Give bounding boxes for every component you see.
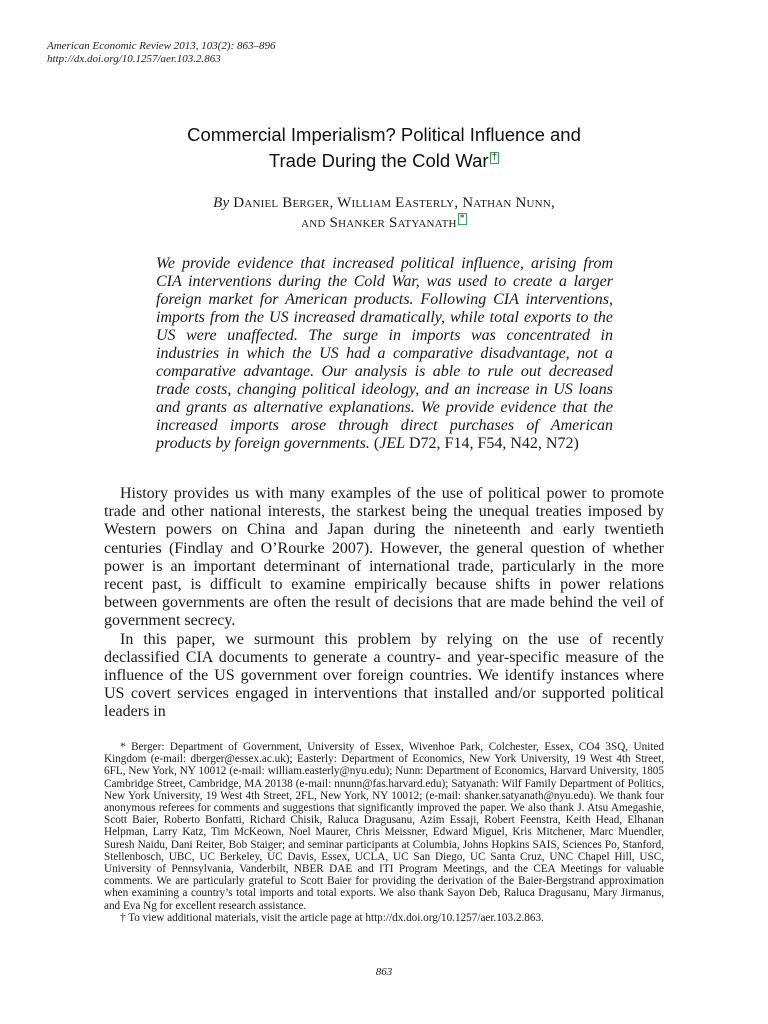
jel-open: ( — [373, 435, 380, 452]
paragraph-1: History provides us with many examples of the use of political power to promote trade and other national interests, the starkest being the unequal treaties imposed by Western powers on China and Japan during the nineteenth and early twentieth centuries (Findlay and O’Rourke 2007). However, the general question of whether power is an important determinant of international trade, particularly in the more recent past, is difficult to examine empirically because shifts in power relations between governments are often the result of decisions that are made behind the veil of government secrecy. — [104, 485, 664, 630]
title-line-1: Commercial Imperialism? Political Influence and — [187, 124, 581, 145]
page-number: 863 — [375, 966, 393, 978]
footnote-author-affiliations: * Berger: Department of Government, University of Essex, Wivenhoe Park, Colchester, Essex, CO4 3SQ, United Kingdom (e-mail: dberger@essex.ac.uk); Easterly: Department of Economics, New York University, 19 West 4th Street, 6FL, New York, NY 10012 (e-mail: william.easterly@nyu.edu); Nunn: Department of Economics, Harvard University, 1805 Cambridge Street, Cambridge, MA 20138 (e-mail: nnunn@fas.harvard.edu); Satyanath: Wilf Family Department of Politics, New York University, 19 West 4th Street, 2FL, New York, NY 10012; (e-mail: shanker.satyanath@nyu.edu). We thank four anonymous referees for comments and suggestions that significantly improved the paper. We also thank J. Atsu Amegashie, Scott Baier, Roberto Bonfatti, Richard Chisik, Raluca Dragusanu, Azim Essaji, Robert Feenstra, Keith Head, Elhanan Helpman, Larry Katz, Tim McKeown, Noel Maurer, Chris Meissner, Edward Miguel, Kris Mitchener, Marc Muendler, Suresh Naidu, Dani Reiter, Bob Staiger; and seminar participants at Columbia, Johns Hopkins SAIS, Sciences Po, Stanford, Stellenbosch, UBC, UC Berkeley, UC Davis, Essex, UCLA, UC San Diego, UC Santa Cruz, UNC Chapel Hill, USC, University of Pennsylvania, Vanderbilt, NBER DAE and ITI Program Meetings, and the CEA Meetings for valuable comments. We are particularly grateful to Scott Baier for providing the derivation of the Baier-Bergstrand approximation when examining a country’s total imports and total exports. We also thank Sayon Deb, Raluca Dragusanu, Mary Jirmanus, and Eva Ng for excellent research assistance. — [104, 741, 664, 912]
jel-code-list: D72, F14, F54, N42, N72) — [405, 435, 579, 452]
title-footnote-link[interactable]: † — [491, 151, 498, 163]
by-label: By — [213, 195, 230, 211]
journal-header — [47, 40, 276, 66]
author-footnote-link[interactable]: * — [459, 213, 465, 224]
footnote-additional-materials: † To view additional materials, visit the article page at http://dx.doi.org/10.1257/aer.103.2.863. — [120, 911, 544, 924]
footnotes — [104, 741, 664, 924]
journal-citation: American Economic Review 2013, 103(2): 863–896 — [47, 40, 276, 52]
body-text — [104, 485, 664, 722]
abstract — [156, 255, 613, 453]
paper-title — [0, 122, 768, 174]
jel-label: JEL — [379, 435, 405, 452]
doi-link[interactable]: http://dx.doi.org/10.1257/aer.103.2.863 — [47, 53, 221, 65]
authors-names-2: and Shanker Satyanath — [301, 215, 457, 231]
abstract-text: We provide evidence that increased political influence, arising from CIA interventions during the Cold War, was used to create a larger foreign market for American products. Following CIA interventions, imports from the US increased dramatically, while total exports to the US were unaffected. The surge in imports was concentrated in industries in which the US had a comparative disadvantage, not a comparative advantage. Our analysis is able to rule out decreased trade costs, changing political ideology, and an increase in US loans and grants as alternative explanations. We provide evidence that the increased imports arose through direct purchases of American products by foreign governments. — [156, 255, 613, 452]
authors-line-1 — [0, 193, 768, 213]
paragraph-2: In this paper, we surmount this problem by relying on the use of recently declassified CIA documents to generate a country- and year-specific measure of the influence of the US government over foreign countries. We identify instances where US covert services engaged in interventions that installed and/or supported political leaders in — [104, 630, 664, 721]
jel-codes — [374, 435, 579, 452]
title-line-2 — [0, 148, 768, 174]
authors-names-1: Daniel Berger, William Easterly, Nathan Nunn, — [233, 195, 555, 211]
author-list — [0, 193, 768, 233]
title-line-2-text: Trade During the Cold War — [268, 150, 489, 171]
authors-line-2 — [0, 213, 768, 233]
